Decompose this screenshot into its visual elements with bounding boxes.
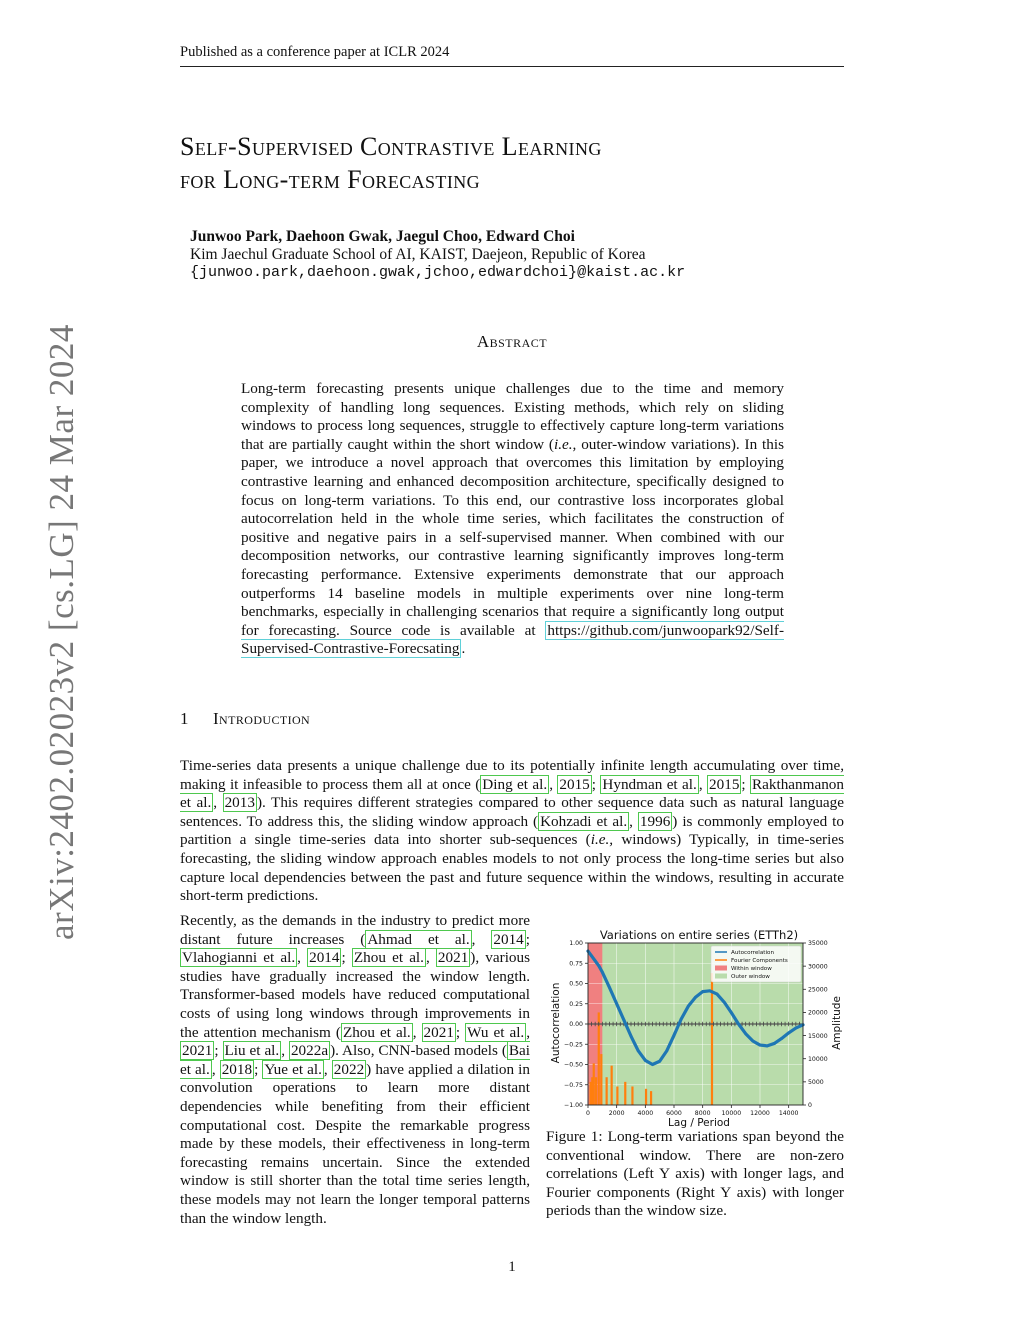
autocorrelation-point bbox=[637, 1049, 640, 1052]
fourier-bar bbox=[624, 1082, 626, 1105]
autocorrelation-point bbox=[773, 1042, 776, 1045]
autocorrelation-point bbox=[630, 1035, 633, 1038]
author-emails: {junwoo.park,daehoon.gwak,jchoo,edwardchoi}@kaist.ac.kr bbox=[190, 264, 686, 281]
autocorrelation-point bbox=[694, 996, 697, 999]
citation-link[interactable]: Zhou et al. bbox=[342, 1023, 411, 1041]
fourier-bar bbox=[600, 1054, 602, 1105]
intro-text: Time-series data presents a unique challenge due to its potentially infinite length accumulating over time, making it infeasible to process them all at once ( bbox=[180, 757, 844, 793]
autocorrelation-point bbox=[597, 964, 600, 967]
citation-link[interactable]: Zhou et al. bbox=[353, 949, 424, 967]
intro-text: Recently, as the demands in the industry to predict more distant future increases ( bbox=[180, 912, 530, 948]
citation-link[interactable]: 1996 bbox=[639, 812, 671, 830]
y2-tick-label: 0 bbox=[808, 1102, 812, 1110]
citation-link[interactable]: 2021 bbox=[437, 949, 469, 967]
intro-text: windows) Typically, in time-series forecasting, the sliding window approach enables models to not only process the long-time series but also capture local dependencies between the past and future sequence within the windows, resulting in accurate short-term predictions. bbox=[180, 831, 844, 905]
arxiv-sidebar-stamp: arXiv:2402.02023v2 [cs.LG] 24 Mar 2024 bbox=[42, 324, 81, 940]
autocorrelation-point bbox=[737, 1023, 740, 1026]
citation-link[interactable]: 2022a bbox=[290, 1042, 329, 1060]
x-tick-label: 14000 bbox=[778, 1110, 799, 1117]
citation-link[interactable]: Hyndman et al. bbox=[602, 775, 697, 793]
autocorrelation-point bbox=[780, 1037, 783, 1040]
y2-tick-label: 35000 bbox=[808, 940, 828, 948]
y-tick-label: −1.00 bbox=[564, 1102, 583, 1110]
autocorrelation-point bbox=[665, 1049, 668, 1052]
autocorrelation-point bbox=[723, 1001, 726, 1004]
autocorrelation-point bbox=[766, 1044, 769, 1047]
intro-paragraph-1: Time-series data presents a unique challenge due to its potentially infinite length accumulating over time, making it infeasible to process them all at once ( Ding et al. , 2015 ; Hyndman et al. , 2015 ; Rakthanmanon et al. , 2013 ). This requires different strategies compared to other sequence data such as natural language sentences. To address this, the sliding window approach ( Kohzadi et al. , 1996 ) is commonly employed to partition a single time-series data into shorter sub-sequences (i.e., windows) Typically, in time-series forecasting, the sliding window approach enables models to not only process the long-time series but also capture local dependencies between the past and future sequence within the windows, resulting in accurate short-term predictions. bbox=[180, 757, 844, 905]
autocorrelation-point bbox=[651, 1063, 654, 1066]
autocorrelation-point bbox=[744, 1032, 747, 1035]
section-heading bbox=[180, 709, 310, 729]
autocorrelation-chart bbox=[545, 925, 845, 1130]
x-axis-label: Lag / Period bbox=[668, 1117, 730, 1129]
abstract-heading: Abstract bbox=[476, 332, 548, 351]
legend-swatch bbox=[715, 966, 727, 971]
fourier-bar bbox=[650, 1091, 652, 1105]
citation-link[interactable]: 2014 bbox=[309, 949, 340, 967]
paper-title bbox=[180, 130, 844, 196]
figure-1 bbox=[545, 925, 845, 1130]
x-tick-label: 0 bbox=[586, 1110, 590, 1117]
intro-paragraph-2: Recently, as the demands in the industry to predict more distant future increases ( Ahmad et al. , 2014 ; Vlahogianni et al. , 2014 ; Zhou et al. , 2021 ), various studies have gradually increased the window length. Transformer-based models have reduced computational costs of using long windows through improvements in the attention mechanism ( Zhou et al. , 2021 ; Wu et al. , 2021 ; Liu et al. , 2022a ). Also, CNN-based models ( Bai et al. , 2018 ; Yue et al. , 2022 ) have applied a dilation in convolution operations to learn more distant dependencies while benefiting from their efficient computational cost. Despite the remarkable progress made by these models, their effectiveness in long-term forecasting remains uncertain. Since the extended window is still shorter than the total time series length, these models may not learn the longer temporal patterns than the window length. bbox=[180, 912, 531, 1227]
chart-legend bbox=[711, 946, 801, 982]
citation-link[interactable]: 2021 bbox=[423, 1023, 454, 1041]
autocorrelation-point bbox=[751, 1040, 754, 1043]
y2-tick-label: 15000 bbox=[808, 1032, 828, 1040]
citation-link[interactable]: 2013 bbox=[224, 794, 255, 812]
citation-link[interactable]: Wu et al. bbox=[467, 1023, 525, 1041]
intro-text: ) have applied a dilation in convolution operations to learn more distant dependencies while benefiting from their efficient computational cost. Despite the remarkable progress made by these models, their effectiveness in long-term forecasting remains uncertain. Since the extended window is still shorter than the total time series length, these models may not learn the longer temporal patterns than the window length. bbox=[180, 1060, 530, 1227]
y-tick-label: 0.50 bbox=[569, 980, 583, 988]
citation-link[interactable]: Yue et al. bbox=[264, 1060, 322, 1078]
intro-ie: i.e., bbox=[590, 831, 614, 849]
citation-link[interactable]: Ahmad et al. bbox=[367, 930, 470, 948]
citation-link[interactable]: Liu et al. bbox=[224, 1042, 280, 1060]
citation-link[interactable]: Ding et al. bbox=[482, 775, 548, 793]
citation-link[interactable]: 2015 bbox=[709, 775, 740, 793]
legend-label: Autocorrelation bbox=[731, 950, 775, 956]
autocorrelation-point bbox=[590, 955, 593, 958]
autocorrelation-point bbox=[658, 1060, 661, 1063]
citation-link[interactable]: 2021 bbox=[182, 1042, 213, 1060]
author-affiliation: Kim Jaechul Graduate School of AI, KAIST, Daejeon, Republic of Korea bbox=[190, 246, 646, 263]
fourier-bar bbox=[598, 1012, 600, 1105]
figure-caption: Figure 1: Long-term variations span beyond the conventional window. There are non-zero correlations (Left Y axis) with longer lags, and Fourier components (Right Y axis) with longer periods than the window size. bbox=[546, 1128, 844, 1220]
header-rule bbox=[180, 66, 844, 67]
fourier-bar bbox=[631, 1086, 633, 1105]
autocorrelation-point bbox=[730, 1011, 733, 1014]
autocorrelation-point bbox=[601, 971, 604, 974]
autocorrelation-point bbox=[794, 1027, 797, 1030]
autocorrelation-point bbox=[615, 1002, 618, 1005]
citation-link[interactable]: 2022 bbox=[333, 1060, 365, 1078]
citation-link[interactable]: 2018 bbox=[221, 1060, 253, 1078]
title-line-1: Self-Supervised Contrastive Learning bbox=[180, 132, 602, 161]
y-tick-label: −0.25 bbox=[564, 1041, 583, 1049]
abstract-text-b: outer-window variations). In this paper, we introduce a novel approach that overcomes this limitation by employing contrastive learning and enhanced decomposition architecture, specifically designed to focus on long-term variations. To this end, our contrastive loss incorporates global autocorrelation held in the whole time series, which facilitates the construction of positive and negative pairs in a self-supervised manner. When combined with our decomposition networks, our contrastive learning significantly improves long-term forecasting performance. Extensive experiments demonstrate that our approach outperforms 14 baseline models in multiple experiments over nine long-term benchmarks, especially in challenging scenarios that require a significantly long output for forecasting. Source code is available at bbox=[241, 435, 784, 639]
section-title: Introduction bbox=[213, 709, 311, 728]
source-code-link[interactable]: https://github.com/junwoopark92/Self-Supervised-Contrastive-Forecsating bbox=[241, 621, 785, 658]
legend-swatch bbox=[715, 974, 727, 979]
citation-link[interactable]: 2015 bbox=[559, 775, 590, 793]
autocorrelation-point bbox=[687, 1005, 690, 1008]
autocorrelation-point bbox=[716, 993, 719, 996]
citation-link[interactable]: Vlahogianni et al. bbox=[182, 949, 296, 967]
fourier-bar bbox=[595, 1077, 597, 1105]
y-tick-label: −0.75 bbox=[564, 1081, 583, 1089]
y2-tick-label: 25000 bbox=[808, 986, 828, 994]
y-axis-label: Autocorrelation bbox=[550, 982, 562, 1064]
y2-axis-label: Amplitude bbox=[831, 996, 843, 1050]
autocorrelation-point bbox=[759, 1044, 762, 1047]
y2-tick-label: 10000 bbox=[808, 1055, 828, 1063]
section-number: 1 bbox=[180, 709, 189, 728]
autocorrelation-point bbox=[622, 1019, 625, 1022]
citation-link[interactable]: Bai et al. bbox=[180, 1042, 531, 1078]
legend-label: Within window bbox=[731, 966, 772, 972]
fourier-bar bbox=[616, 1086, 618, 1105]
autocorrelation-point bbox=[708, 989, 711, 992]
citation-link[interactable]: 2014 bbox=[493, 930, 524, 948]
legend-label: Outer window bbox=[731, 974, 770, 980]
title-line-2: for Long-term Forecasting bbox=[180, 165, 481, 194]
abstract-end: . bbox=[461, 640, 466, 658]
y-tick-label: 0.75 bbox=[569, 960, 583, 968]
x-tick-label: 10000 bbox=[721, 1110, 742, 1117]
intro-text: ). This requires different strategies compared to other sequence data such as natural language sentences. To address this, the sliding window approach ( bbox=[180, 794, 844, 830]
citation-link[interactable]: Kohzadi et al. bbox=[540, 812, 628, 830]
autocorrelation-point bbox=[644, 1059, 647, 1062]
fourier-bar bbox=[606, 1077, 608, 1105]
abstract-text-a: Long-term forecasting presents unique challenges due to the time and memory complexity of handling long sequences. Existing methods, which rely on sliding windows to process long sequences, struggle to effectively capture long-term variations that are partially caught within the short window ( bbox=[241, 380, 784, 453]
y2-tick-label: 5000 bbox=[808, 1079, 824, 1087]
fourier-bar bbox=[593, 1063, 595, 1105]
autocorrelation-point bbox=[680, 1018, 683, 1021]
fourier-bar bbox=[611, 1066, 613, 1105]
page-number: 1 bbox=[508, 1259, 516, 1275]
intro-text: ) is commonly employed to partition a single time-series data into shorter sub-sequences ( bbox=[180, 812, 844, 849]
autocorrelation-point bbox=[673, 1034, 676, 1037]
y-tick-label: −0.50 bbox=[564, 1061, 583, 1069]
author-names: Junwoo Park, Daehoon Gwak, Jaegul Choo, Edward Choi bbox=[190, 228, 575, 245]
abstract-ie: i.e., bbox=[553, 435, 577, 453]
autocorrelation-point bbox=[701, 990, 704, 993]
abstract-body bbox=[241, 380, 784, 659]
x-tick-label: 2000 bbox=[608, 1110, 625, 1117]
y-tick-label: 1.00 bbox=[569, 940, 583, 948]
chart-title: Variations on entire series (ETTh2) bbox=[599, 928, 799, 942]
x-tick-label: 4000 bbox=[637, 1110, 654, 1117]
zero-line bbox=[588, 1022, 803, 1026]
citation-link[interactable]: Rakthanmanon et al. bbox=[180, 775, 844, 812]
fourier-bar bbox=[645, 1089, 647, 1105]
legend-label: Fourier Components bbox=[731, 958, 788, 964]
intro-text: ), various studies have gradually increased the window length. Transformer-based models have reduced computational costs of using long windows through improvements in the attention mechanism ( bbox=[180, 949, 531, 1041]
autocorrelation-point bbox=[787, 1032, 790, 1035]
page-header: Published as a conference paper at ICLR 2024 bbox=[180, 44, 450, 60]
autocorrelation-point bbox=[608, 986, 611, 989]
intro-text: ). Also, CNN-based models ( bbox=[330, 1042, 507, 1060]
y-tick-label: 0.00 bbox=[569, 1021, 583, 1029]
y2-tick-label: 20000 bbox=[808, 1009, 828, 1017]
y2-tick-label: 30000 bbox=[808, 963, 828, 971]
x-tick-label: 8000 bbox=[694, 1110, 711, 1117]
x-tick-label: 12000 bbox=[750, 1110, 770, 1117]
y-tick-label: 0.25 bbox=[569, 1000, 583, 1008]
autocorrelation-point bbox=[594, 959, 597, 962]
x-tick-label: 6000 bbox=[666, 1110, 682, 1117]
